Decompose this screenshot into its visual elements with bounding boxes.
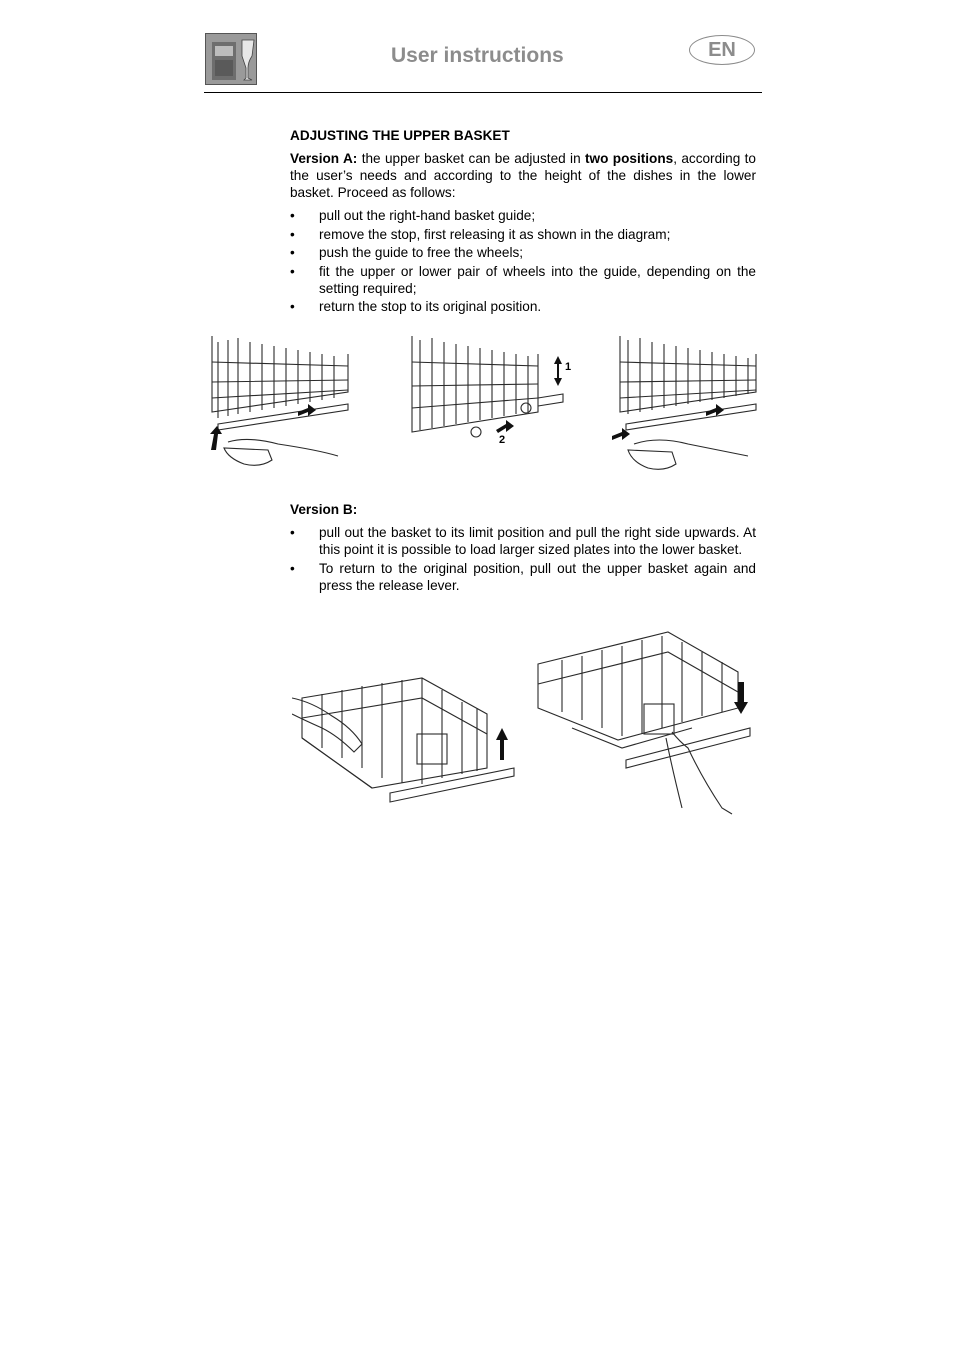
version-a-steps — [290, 207, 756, 315]
header-divider — [204, 92, 762, 93]
version-a-illustrations — [208, 332, 758, 482]
basket-illustration-4 — [292, 678, 514, 802]
basket-illustration-1 — [210, 336, 348, 465]
page-title: User instructions — [391, 44, 564, 67]
version-a-text-before: the upper basket can be adjusted in — [357, 151, 586, 166]
figure-label-2: 2 — [499, 434, 506, 446]
list-item: • To return to the original position, pull out the upper basket again and press the release lever. — [290, 560, 756, 594]
version-b-label: Version B: — [290, 502, 358, 517]
version-b-steps — [290, 524, 756, 594]
section-heading: ADJUSTING THE UPPER BASKET — [290, 128, 510, 143]
version-a-section — [290, 127, 756, 317]
list-item: • remove the stop, first releasing it as shown in the diagram; — [290, 226, 756, 243]
basket-illustration-2 — [412, 336, 563, 437]
version-b-illustrations — [292, 628, 762, 818]
list-item: • fit the upper or lower pair of wheels into the guide, depending on the setting required; — [290, 263, 756, 297]
figure-label-1: 1 — [565, 361, 572, 373]
list-item: • pull out the right-hand basket guide; — [290, 207, 756, 224]
basket-illustration-5 — [538, 632, 750, 814]
list-item: • return the stop to its original position. — [290, 298, 756, 315]
version-a-text-after: , according to the user’s needs and according to the height of the dishes in the lower basket. Proceed as follows: — [290, 151, 756, 200]
version-a-label: Version A: — [290, 151, 358, 166]
version-a-intro — [290, 150, 756, 201]
list-item: • push the guide to free the wheels; — [290, 244, 756, 261]
list-item: • pull out the basket to its limit position and pull the right side upwards. At this point it is possible to load larger sized plates into the lower basket. — [290, 524, 756, 558]
basket-illustration-3 — [612, 336, 756, 469]
manual-logo-icon — [205, 33, 257, 85]
version-a-emphasis: two positions — [585, 151, 674, 166]
language-badge: EN — [689, 35, 755, 65]
version-b-section — [290, 501, 756, 595]
